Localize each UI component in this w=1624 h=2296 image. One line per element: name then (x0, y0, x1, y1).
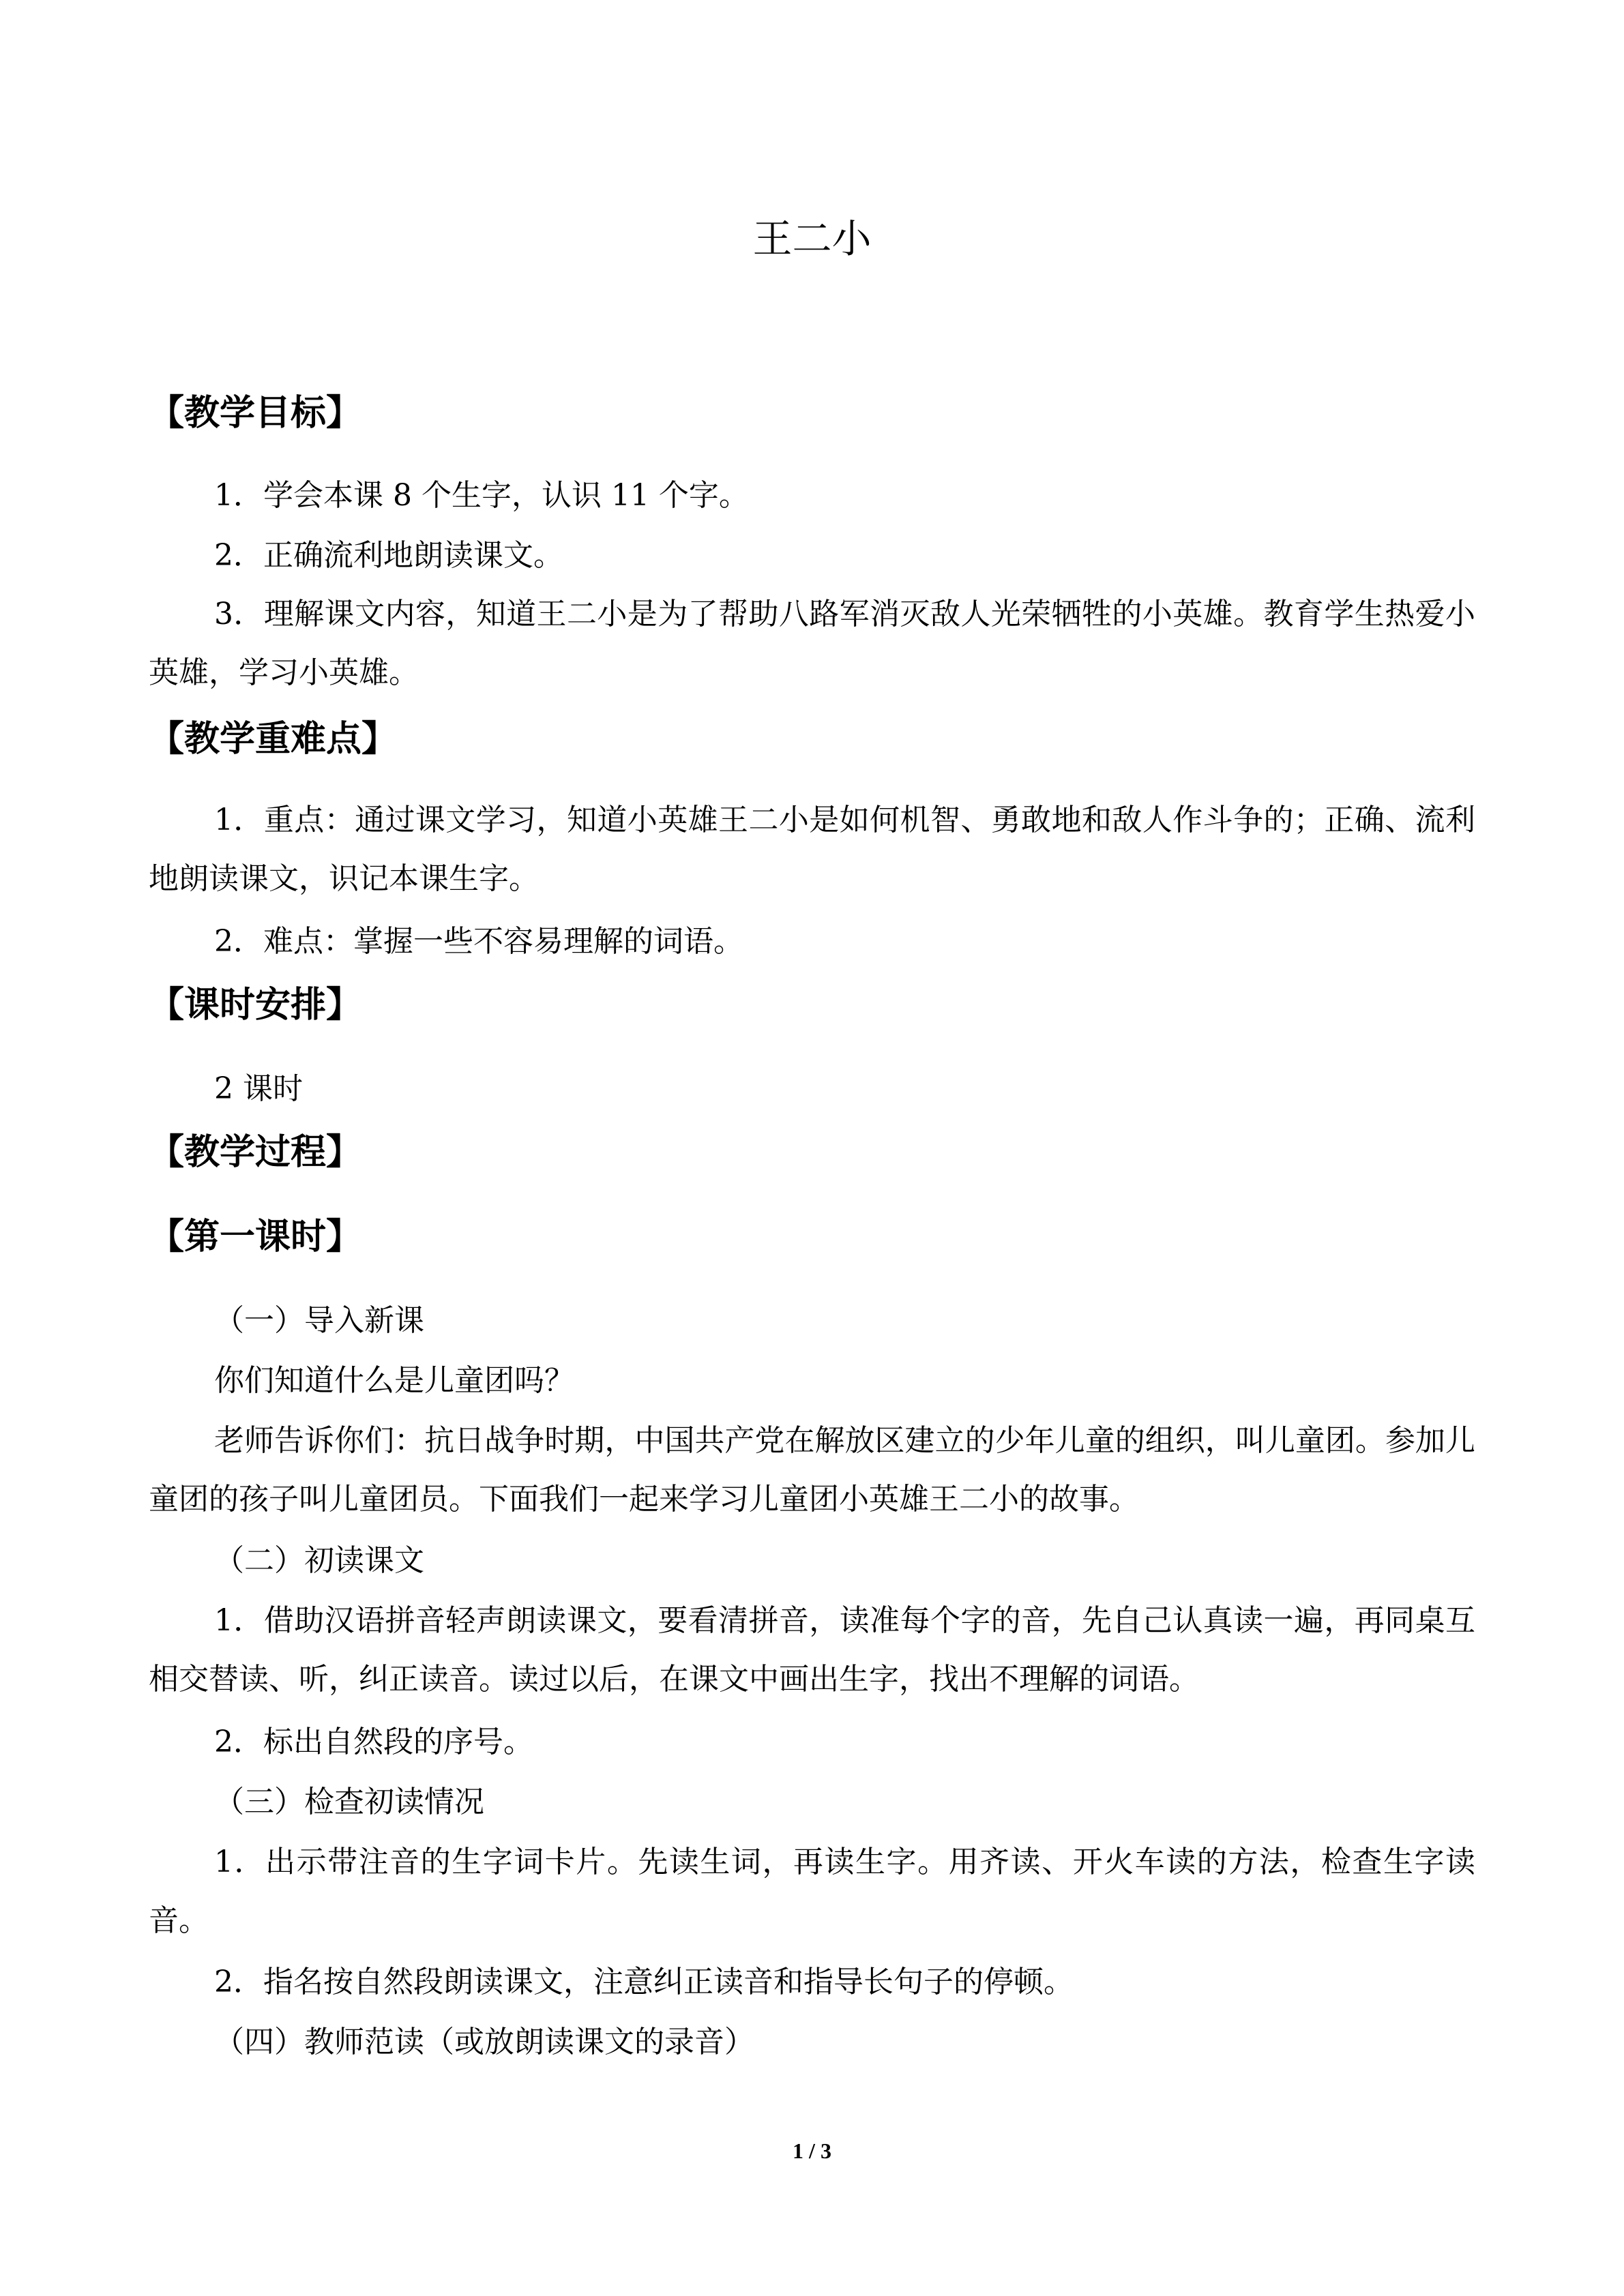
heading-schedule: 【课时安排】 (149, 985, 362, 1026)
step-3-item-2: 2．指名按自然段朗读课文，注意纠正读音和指导长句子的停顿。 (214, 1965, 1074, 1999)
heading-key-difficult-points: 【教学重难点】 (149, 719, 398, 760)
step-4-title: （四）教师范读（或放朗读课文的录音） (214, 2025, 754, 2059)
heading-first-lesson: 【第一课时】 (149, 1217, 362, 1257)
step-1-text: 老师告诉你们：抗日战争时期，中国共产党在解放区建立的少年儿童的组织，叫儿童团。参加儿童团的孩子叫儿童团员。下面我们一起来学习儿童团小英雄王二小的故事。 (149, 1423, 1475, 1517)
key-point-2: 2．难点：掌握一些不容易理解的词语。 (214, 924, 743, 959)
page-number: 1 / 3 (793, 2138, 831, 2163)
step-3-title: （三）检查初读情况 (214, 1785, 484, 1819)
goal-item-2: 2．正确流利地朗读课文。 (214, 538, 563, 573)
step-3-item-1: 1．出示带注音的生字词卡片。先读生词，再读生字。用齐读、开火车读的方法，检查生字读音。 (149, 1845, 1475, 1938)
heading-teaching-goals: 【教学目标】 (149, 393, 362, 434)
step-2-item-1: 1．借助汉语拼音轻声朗读课文，要看清拼音，读准每个字的音，先自己认真读一遍，再同桌互相交替读、听，纠正读音。读过以后，在课文中画出生字，找出不理解的词语。 (149, 1603, 1475, 1697)
key-point-1: 1．重点：通过课文学习，知道小英雄王二小是如何机智、勇敢地和敌人作斗争的；正确、流利地朗读课文，识记本课生字。 (149, 803, 1475, 896)
goal-item-3: 3．理解课文内容，知道王二小是为了帮助八路军消灭敌人光荣牺牲的小英雄。教育学生热爱小英雄，学习小英雄。 (149, 597, 1475, 690)
step-2-title: （二）初读课文 (214, 1543, 424, 1578)
step-1-question: 你们知道什么是儿童团吗？ (214, 1363, 574, 1398)
schedule-text: 2 课时 (214, 1071, 303, 1106)
page-title: 王二小 (752, 215, 872, 262)
goal-item-1: 1．学会本课 8 个生字，认识 11 个字。 (214, 478, 749, 513)
heading-teaching-process: 【教学过程】 (149, 1132, 362, 1173)
step-1-title: （一）导入新课 (214, 1303, 424, 1338)
step-2-item-2: 2．标出自然段的序号。 (214, 1725, 533, 1759)
